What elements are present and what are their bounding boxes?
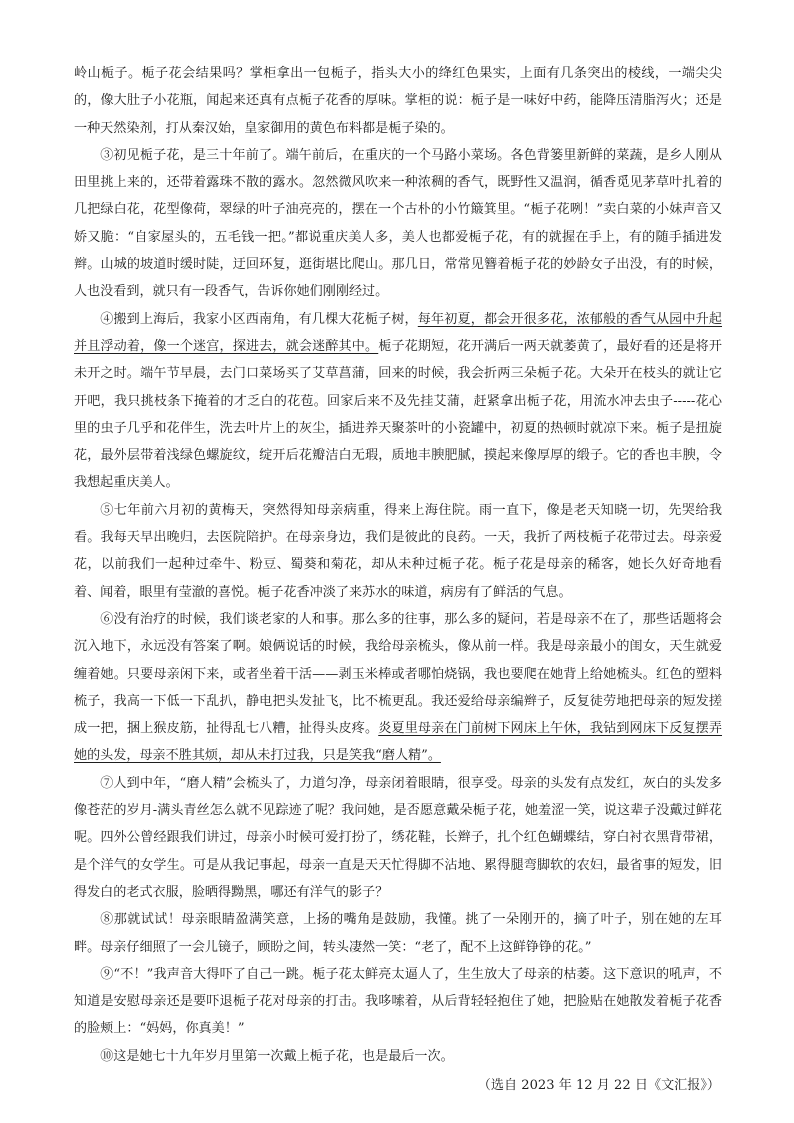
paragraph-6-underlined: 炎夏里母亲在门前树下网床上午休，我钻到网床下反复摆弄她的头发，母亲不胜其烦，却从未打过我，只是笑我“磨人精”。 — [74, 721, 723, 764]
paragraph-4-text-a: ④搬到上海后，我家小区西南角，有几棵大花栀子树， — [100, 311, 418, 327]
source-citation: （选自 2023 年 12 月 22 日《文汇报》） — [477, 1077, 720, 1093]
paragraph-8: ⑧那就试试！母亲眼睛盈满笑意，上扬的嘴角是鼓励，我懂。挑了一朵刚开的，摘了叶子，别在她的左耳畔。母亲仔细照了一会儿镜子，顾盼之间，转头凄然一笑：“老了，配不上这鲜铮铮的花。” — [74, 912, 722, 955]
paragraph-6 — [74, 606, 722, 770]
paragraph-4 — [74, 306, 722, 497]
paragraph-10: ⑩这是她七十九年岁月里第一次戴上栀子花，也是最后一次。 — [100, 1048, 454, 1064]
paragraph-9: ⑨“不！”我声音大得吓了自己一跳。栀子花太鲜亮太逼人了，生生放大了母亲的枯萎。这下意识的吼声，不知道是安慰母亲还是要吓退栀子花对母亲的打击。我哆嗦着，从后背轻轻抱住了她，把脸贴在她散发着栀子花香的脸颊上：“妈妈，你真美！” — [74, 966, 722, 1037]
article-body — [74, 60, 722, 1099]
paragraph-5: ⑤七年前六月初的黄梅天，突然得知母亲病重，得来上海住院。雨一直下，像是老天知晓一切，先哭给我看。我每天早出晚归，去医院陪护。在母亲身边，我们是彼此的良药。一天，我折了两枝栀子花带过去。母亲爱花，以前我们一起种过牵牛、粉豆、蜀葵和菊花，却从未种过栀子花。栀子花是母亲的稀客，她长久好奇地看着、闻着，眼里有莹澈的喜悦。栀子花香冲淡了来苏水的味道，病房有了鲜活的气息。 — [74, 502, 722, 600]
paragraph-continued: 岭山栀子。栀子花会结果吗？掌柜拿出一包栀子，指头大小的绛红色果实，上面有几条突出的棱线，一端尖尖的，像大肚子小花瓶，闻起来还真有点栀子花香的厚味。掌柜的说：栀子是一味好中药，能降压清脂泻火；还是一种天然染剂，打从秦汉始，皇家御用的黄色布料都是栀子染的。 — [74, 66, 722, 136]
paragraph-4-underlined: 每年初夏，都会开很多花，浓郁般的香气从园中升起并且浮动着，像一个迷宫，探进去，就会迷醉其中。 — [74, 311, 723, 354]
paragraph-4-text-b: 栀子花期短，花开满后一两天就萎黄了，最好看的还是将开未开之时。端午节早晨，去门口菜场买了艾草菖蒲，回来的时候，我会折两三朵栀子花。大朵开在枝头的就让它开吧，我只挑枝条下掩着的才乏白的花苞。回家后来不及先挂艾蒲，赶紧拿出栀子花，用流水冲去虫子-----花心里的虫子几乎和花伴生，洗去叶片上的灰尘，插进养天聚茶叶的小瓷罐中，初夏的热顿时就凉下来。栀子是扭旋花，最外层带着浅绿色螺旋纹，绽开后花瓣洁白无瑕，质地丰腴肥腻，摸起来像厚厚的缎子。它的香也丰腴，令我想起重庆美人。 — [74, 338, 723, 491]
paragraph-3: ③初见栀子花，是三十年前了。端午前后，在重庆的一个马路小菜场。各色背篓里新鲜的菜蔬，是乡人刚从田里挑上来的，还带着露珠不散的露水。忽然微风吹来一种浓稠的香气，既野性又温润，循香觅见茅草叶扎着的几把绿白花，花型像荷，翠绿的叶子油亮亮的，摆在一个古朴的小竹簸箕里。“栀子花咧！”卖白菜的小妹声音又娇又脆：“自家屋头的，五毛钱一把。”都说重庆美人多，美人也都爱栀子花，有的就握在手上，有的随手插进发辫。山城的坡道时缓时陡，迂回环复，逛街堪比爬山。那几日，常常见簪着栀子花的妙龄女子出没，有的时候，人也没看到，就只有一段香气，告诉你她们刚刚经过。 — [74, 147, 722, 300]
paragraph-6-text-a: ⑥没有治疗的时候，我们谈老家的人和事。那么多的往事，那么多的疑问，若是母亲不在了，那些话题将会沉入地下，永远没有答案了啊。娘俩说话的时候，我给母亲梳头，像从前一样。我是母亲最小的闺女，天生就爱缠着她。只要母亲闲下来，或者坐着干活——剥玉米棒或者哪怕烧锅，我也要爬在她背上给她梳头。红色的塑料梳子，我高一下低一下乱扒，静电把头发扯飞，比不梳更乱。我还爱给母亲编辫子，反复徒劳地把母亲的短发搓成一把，捆上猴皮筋，扯得乱七八糟，扯得头皮疼。 — [74, 611, 722, 737]
paragraph-7: ⑦人到中年，“磨人精”会梳头了，力道匀净，母亲闭着眼睛，很享受。母亲的头发有点发红，灰白的头发多像苍茫的岁月-满头青丝怎么就不见踪迹了呢？我问她，是否愿意戴朵栀子花，她羞涩一笑，说这辈子没戴过鲜花呢。四外公曾经跟我们讲过，母亲小时候可爱打扮了，绣花鞋，长辫子，扎个红色蝴蝶结，穿白衬衣黑背带裙，是个洋气的女学生。可是从我记事起，母亲一直是天天忙得脚不沾地、累得腿弯脚软的农妇，最省事的短发，旧得发白的老式衣服，脸晒得黝黑，哪还有洋气的影子？ — [74, 775, 722, 900]
